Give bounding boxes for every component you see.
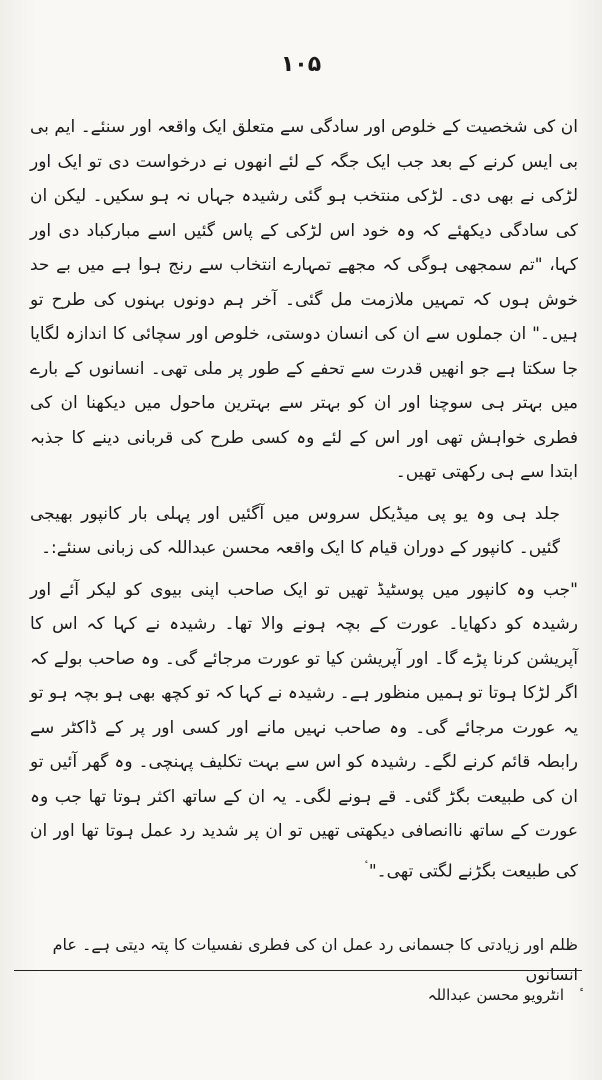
- footnote: [30, 980, 578, 1010]
- quote-text: "جب وہ کانپور میں پوسٹیڈ تھیں تو ایک صاحب اپنی بیوی کو لیکر آئے اور رشیدہ کو دکھایا۔ عورت کے بچہ ہونے والا تھا۔ رشیدہ نے کہا کہ اس کا آپریشن کرنا پڑے گا۔ اور آپریشن کیا تو عورت مرجائے گی۔ وہ صاحب بولے کہ اگر لڑکا ہوتا تو ہمیں منظور ہے۔ رشیدہ نے کہا کہ تو کچھ بھی ہو بچہ ہو تو یہ عورت مرجائے گی۔ وہ صاحب نہیں مانے اور کسی اور پر کے ڈاکٹر سے رابطہ قائم کرنے لگے۔ رشیدہ کو اس سے بہت تکلیف پہنچی۔ وہ گھر آئیں تو ان کی طبیعت بگڑ گئی۔ قے ہونے لگی۔ یہ ان کے ساتھ اکثر ہوتا تھا جب وہ عورت کے ساتھ ناانصافی دیکھتی تھیں تو ان پر شدید رد عمل ہوتا تھا اور ان کی طبیعت بگڑنے لگتی تھی۔": [30, 579, 578, 882]
- footnote-text: انٹرویو محسن عبداللہ: [427, 986, 564, 1004]
- body-text: [30, 110, 578, 889]
- closing-line: ظلم اور زیادتی کا جسمانی رد عمل ان کی فطری نفسیات کا پتہ دیتی ہے۔ عام انسانوں: [52, 935, 578, 984]
- paragraph-kanpur-quote: [30, 573, 578, 889]
- paragraph-kanpur-posting: جلد ہی وہ یو پی میڈیکل سروس میں آگئیں اور پہلی بار کانپور بھیجی گئیں۔ کانپور کے دوران قیام کا ایک واقعہ محسن عبداللہ کی زبانی سنئے:۔: [30, 503, 560, 558]
- paragraph-sincerity-anecdote: ان کی شخصیت کے خلوص اور سادگی سے متعلق ایک واقعہ اور سنئے۔ ایم بی بی ایس کرنے کے بعد جب ایک جگہ کے لئے انھوں نے درخواست دی تو ایک اور لڑکی نے بھی دی۔ لڑکی منتخب ہو گئی رشیدہ جہاں نہ ہو سکیں۔ لیکن ان کی سادگی دیکھئے کہ وہ خود اس لڑکی کے پاس گئیں اسے مبارکباد دی اور کہا، "تم سمجھی ہوگی کہ مجھے تمہارے انتخاب سے رنج ہوا ہے میں بے حد خوش ہوں کہ تمہیں ملازمت مل گئی۔ آخر ہم دونوں بہنوں کی طرح تو ہیں۔" ان جملوں سے ان کی انسان دوستی، خلوص اور سچائی کا اندازہ لگایا جا سکتا ہے جو انھیں قدرت سے تحفے کے طور پر ملی تھی۔ انسانوں کے بارے میں بہتر ہی سوچنا اور ان کو بہتر سے بہترین ماحول میں دیکھنا ان کی فطری خواہش تھی اور اس کے لئے وہ کسی طرح کی قربانی دینے کا جذبہ ابتدا سے ہی رکھتی تھیں۔: [30, 117, 578, 482]
- page-number: ۱۰۵: [280, 52, 322, 77]
- footnote-divider: [14, 970, 582, 971]
